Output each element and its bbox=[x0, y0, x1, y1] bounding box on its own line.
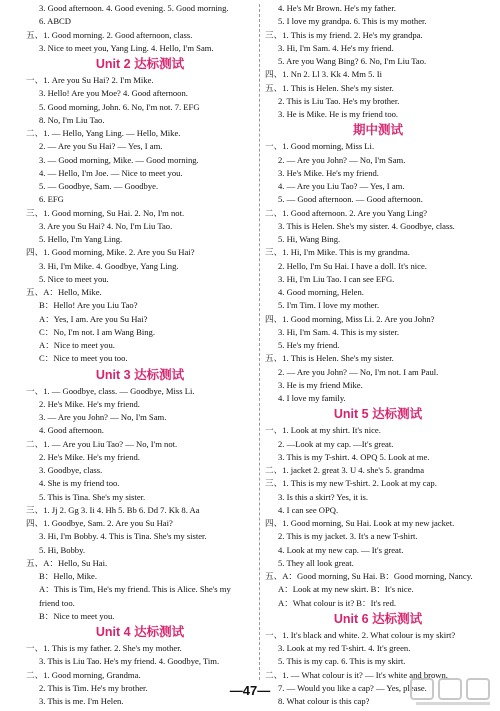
left-answer-line: 3. Good afternoon. 4. Good evening. 5. Good morning. bbox=[39, 3, 229, 13]
left-answer-line: 一、1. This is my father. 2. She's my mother. bbox=[26, 643, 182, 653]
left-answer-line: 4. She is my friend too. bbox=[39, 478, 120, 489]
left-answer-line: 三、1. Good morning, Su Hai. 2. No, I'm not. bbox=[26, 207, 185, 218]
left-answer-line: C：Nice to meet you too. bbox=[39, 353, 128, 364]
right-answer-line: 一、1. Good morning, Miss Li. bbox=[265, 141, 375, 152]
left-answer-line: B：Hello, Mike. bbox=[39, 571, 98, 581]
right-answer-line: 4. — Are you Liu Tao? — Yes, I am. bbox=[278, 181, 405, 191]
left-answer-line: 8. No, I'm Liu Tao. bbox=[39, 114, 105, 125]
section-heading: Unit 5 达标测试 bbox=[333, 407, 423, 422]
left-answer-line: 5. This is Tina. She's my sister. bbox=[39, 491, 146, 502]
right-answer-line: 四、1. Nn 2. Ll 3. Kk 4. Mm 5. Ii bbox=[265, 69, 382, 80]
right-answer-line: A：Look at my new skirt. B：It's nice. bbox=[278, 584, 414, 595]
right-answer-line: 一、1. It's black and white. 2. What colour is my skirt? bbox=[265, 629, 456, 640]
right-answer-line: 四、1. Good morning, Miss Li. 2. Are you John? bbox=[265, 313, 435, 324]
right-answer-line: 7. — Would you like a cap? — Yes, please. bbox=[278, 682, 427, 693]
right-answer-line: 5. This is my cap. 6. This is my skirt. bbox=[278, 656, 406, 667]
right-answer-line: 三、1. This is my friend. 2. He's my grandpa. bbox=[265, 29, 423, 40]
left-answer-line: 二、1. — Hello, Yang Ling. — Hello, Mike. bbox=[26, 128, 181, 138]
right-answer-line: 五、1. This is Helen. She's my sister. bbox=[265, 82, 394, 93]
right-answer-line: 3. Hi, I'm Sam. 4. He's my friend. bbox=[278, 42, 394, 53]
right-answer-line: 五、1. This is Helen. She's my sister. bbox=[265, 353, 394, 364]
right-answer-line: 2. — Are you John? — No, I'm not. I am Paul. bbox=[278, 366, 439, 377]
column-divider bbox=[259, 4, 260, 680]
left-answer-line: 3. Nice to meet you, Yang Ling. 4. Hello, I'm Sam. bbox=[39, 42, 214, 53]
left-answer-line: 3. — Are you John? — No, I'm Sam. bbox=[39, 412, 167, 422]
left-answer-line: 6. EFG bbox=[39, 194, 64, 205]
left-answer-line: 3. This is Liu Tao. He's my friend. 4. Goodbye, Tim. bbox=[39, 656, 220, 667]
right-answer-line: 五、A：Good morning, Su Hai. B：Good morning, Nancy. bbox=[265, 571, 473, 581]
left-answer-line: B：Hello! Are you Liu Tao? bbox=[39, 300, 138, 311]
right-answer-line: 5. I love my grandpa. 6. This is my mother. bbox=[278, 16, 427, 27]
right-answer-line: 3. Look at my red T-shirt. 4. It's green. bbox=[278, 643, 411, 653]
left-answer-line: 2. He's Mike. He's my friend. bbox=[39, 451, 140, 462]
section-heading: Unit 2 达标测试 bbox=[95, 57, 185, 71]
left-answer-line: friend too. bbox=[39, 597, 75, 608]
right-answer-line: 4. Good morning, Helen. bbox=[278, 287, 364, 297]
left-answer-line: 3. Are you Su Hai? 4. No, I'm Liu Tao. bbox=[39, 220, 173, 231]
right-answer-line: 3. Hi, I'm Sam. 4. This is my sister. bbox=[278, 326, 399, 337]
right-answer-line: 4. I can see OPQ. bbox=[278, 504, 339, 515]
left-answer-line: 4. Good afternoon. bbox=[39, 425, 104, 436]
left-answer-line: 3. This is me. I'm Helen. bbox=[39, 696, 124, 706]
right-answer-line: 3. This is my T-shirt. 4. OPQ 5. Look at me. bbox=[278, 451, 430, 462]
watermark-logo bbox=[408, 676, 496, 708]
left-answer-line: A：This is Tim, He's my friend. This is Alice. She's my bbox=[39, 584, 231, 595]
right-answer-line: 3. Hi, I'm Liu Tao. I can see EFG. bbox=[278, 273, 395, 284]
section-heading: 期中测试 bbox=[352, 123, 403, 138]
left-answer-line: 5. Hi, Bobby. bbox=[39, 544, 85, 555]
right-answer-line: 8. What colour is this cap? bbox=[278, 696, 370, 706]
right-answer-line: 2. — Are you John? — No, I'm Sam. bbox=[278, 154, 406, 165]
right-answer-line: 3. This is Helen. She's my sister. 4. Goodbye, class. bbox=[278, 220, 455, 231]
left-answer-line: 5. Nice to meet you. bbox=[39, 273, 109, 284]
left-answer-line: 6. ABCD bbox=[39, 16, 71, 27]
right-answer-line: 2. Hello, I'm Su Hai. I have a doll. It's nice. bbox=[278, 260, 427, 271]
right-answer-line: 4. I love my family. bbox=[278, 393, 346, 403]
left-answer-line: 5. — Goodbye, Sam. — Goodbye. bbox=[39, 181, 159, 191]
right-answer-line: 3. He is Mike. He is my friend too. bbox=[278, 109, 399, 119]
right-answer-line: 二、1. jacket 2. great 3. U 4. she's 5. grandma bbox=[265, 465, 425, 475]
right-answer-line: 四、1. Good morning, Su Hai. Look at my new jacket. bbox=[265, 518, 455, 528]
right-answer-line: 5. I'm Tim. I love my mother. bbox=[278, 300, 380, 311]
left-answer-line: A：Nice to meet you. bbox=[39, 340, 115, 350]
left-answer-line: 2. This is Tim. He's my brother. bbox=[39, 682, 148, 693]
left-answer-line: 3. — Good morning, Mike. — Good morning. bbox=[39, 154, 199, 165]
right-answer-line: A：What colour is it? B：It's red. bbox=[278, 597, 397, 608]
left-answer-line: 五、1. Good morning. 2. Good afternoon, class. bbox=[26, 29, 193, 40]
left-answer-line: 五、A：Hello, Mike. bbox=[26, 287, 102, 297]
right-answer-line: 3. He is my friend Mike. bbox=[278, 379, 363, 390]
right-answer-line: 4. Look at my new cap. — It's great. bbox=[278, 544, 404, 555]
left-answer-line: 2. — Are you Su Hai? — Yes, I am. bbox=[39, 141, 163, 152]
right-answer-line: 2. —Look at my cap. —It's great. bbox=[278, 438, 394, 449]
right-answer-line: 3. He's Mike. He's my friend. bbox=[278, 167, 379, 178]
right-answer-line: 5. Are you Wang Bing? 6. No, I'm Liu Tao. bbox=[278, 56, 427, 66]
left-answer-line: 3. Goodbye, class. bbox=[39, 465, 103, 475]
right-answer-line: 5. Hi, Wang Bing. bbox=[278, 234, 341, 244]
page-number: —47— bbox=[229, 683, 271, 698]
left-answer-line: 二、1. — Are you Liu Tao? — No, I'm not. bbox=[26, 438, 178, 449]
right-answer-line: 一、1. Look at my shirt. It's nice. bbox=[265, 425, 381, 436]
section-heading: Unit 3 达标测试 bbox=[95, 367, 185, 382]
left-answer-line: 5. Hello, I'm Yang Ling. bbox=[39, 234, 123, 244]
right-answer-line: 三、1. This is my new T-shirt. 2. Look at my cap. bbox=[265, 478, 437, 489]
left-answer-line: 一、1. Are you Su Hai? 2. I'm Mike. bbox=[26, 75, 154, 85]
left-answer-line: C：No, I'm not. I am Wang Bing. bbox=[39, 326, 155, 337]
right-answer-line: 二、1. — What colour is it? — It's white and brown. bbox=[265, 669, 448, 680]
left-answer-line: 四、1. Goodbye, Sam. 2. Are you Su Hai? bbox=[26, 518, 173, 528]
left-answer-line: B：Nice to meet you. bbox=[39, 610, 115, 621]
left-column bbox=[26, 2, 254, 708]
right-answer-line: 4. He's Mr Brown. He's my father. bbox=[278, 3, 396, 13]
left-answer-line: 2. He's Mike. He's my friend. bbox=[39, 398, 140, 409]
right-answer-line: 二、1. Good afternoon. 2. Are you Yang Ling? bbox=[265, 207, 428, 218]
right-answer-line: 三、1. Hi, I'm Mike. This is my grandma. bbox=[265, 247, 410, 258]
left-answer-line: 3. Hello! Are you Moe? 4. Good afternoon. bbox=[39, 88, 188, 99]
left-answer-line: 三、1. Jj 2. Gg 3. Ii 4. Hh 5. Bb 6. Dd 7. Kk 8. Aa bbox=[26, 504, 200, 515]
left-answer-line: 4. — Hello, I'm Joe. — Nice to meet you. bbox=[39, 167, 183, 178]
right-answer-line: 5. — Good afternoon. — Good afternoon. bbox=[278, 194, 423, 205]
left-answer-line: 3. Hi, I'm Mike. 4. Goodbye, Yang Ling. bbox=[39, 260, 179, 271]
left-answer-line: 3. Hi, I'm Bobby. 4. This is Tina. She's my sister. bbox=[39, 531, 207, 542]
right-answer-line: 3. Is this a skirt? Yes, it is. bbox=[278, 491, 369, 502]
right-column bbox=[265, 2, 491, 708]
left-answer-line: 二、1. Good morning, Grandma. bbox=[26, 669, 141, 680]
section-heading: Unit 4 达标测试 bbox=[95, 625, 185, 639]
left-answer-line: 5. Good morning, John. 6. No, I'm not. 7. EFG bbox=[39, 101, 200, 112]
right-answer-line: 2. This is my jacket. 3. It's a new T-shirt. bbox=[278, 531, 418, 542]
left-answer-line: 五、A：Hello, Su Hai. bbox=[26, 557, 108, 568]
left-answer-line: A：Yes, I am. Are you Su Hai? bbox=[39, 313, 148, 324]
right-answer-line: 2. This is Liu Tao. He's my brother. bbox=[278, 95, 400, 106]
section-heading: Unit 6 达标测试 bbox=[333, 611, 423, 626]
right-answer-line: 5. They all look great. bbox=[278, 557, 354, 568]
left-answer-line: 四、1. Good morning, Mike. 2. Are you Su Hai? bbox=[26, 247, 195, 258]
right-answer-line: 5. He's my friend. bbox=[278, 340, 340, 350]
left-answer-line: 一、1. — Goodbye, class. — Goodbye, Miss Li. bbox=[26, 385, 195, 396]
